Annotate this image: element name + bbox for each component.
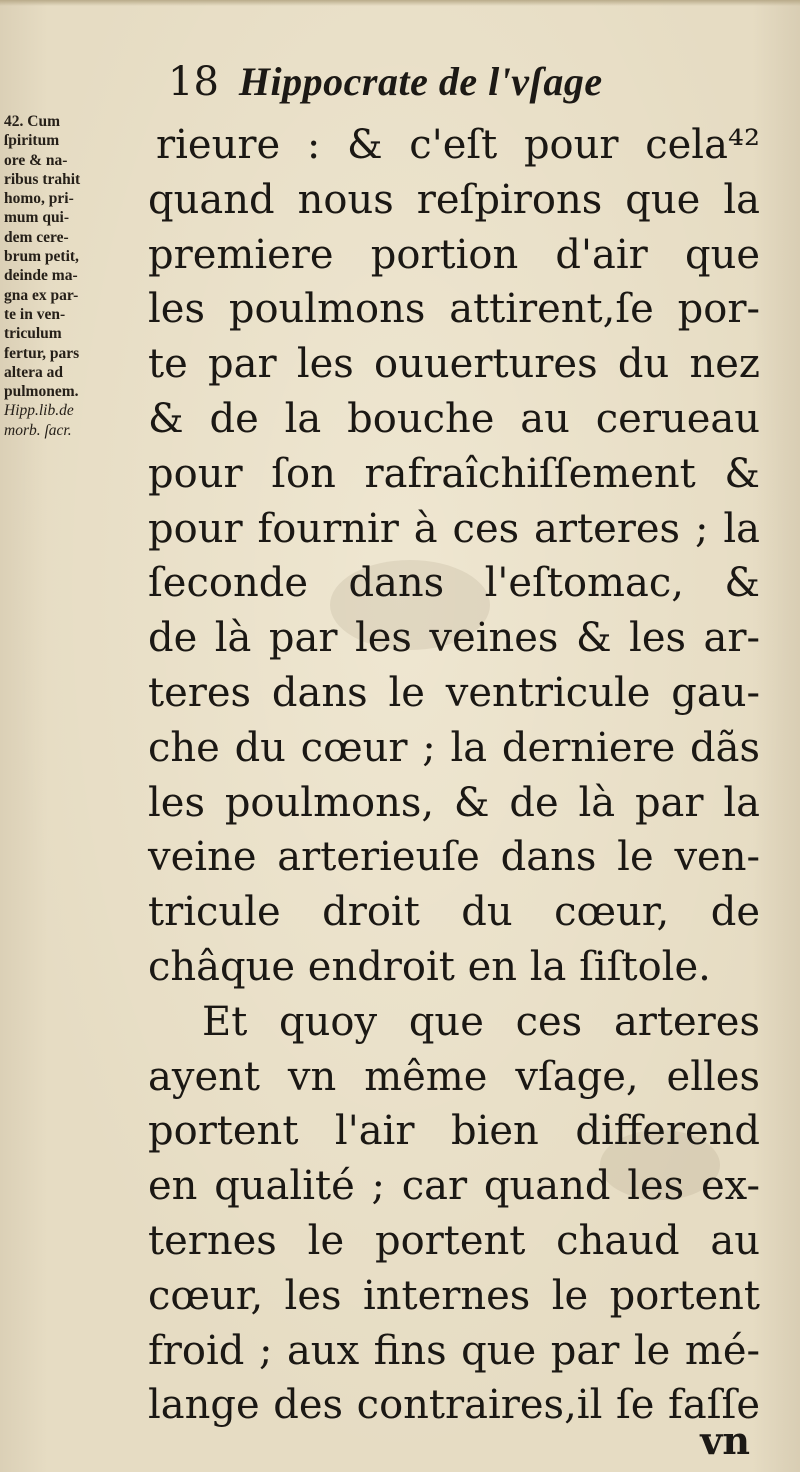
margin-note-line: gna ex par-: [4, 286, 79, 304]
text-line: froid ; aux fins que par le mé-: [148, 1327, 760, 1374]
text-line: ayent vn même vſage, elles: [148, 1053, 760, 1100]
text-line: ternes le portent chaud au: [148, 1217, 760, 1264]
text-line: quand nous reſpirons que la: [148, 176, 760, 223]
margin-note-line: dem cere-: [4, 228, 69, 246]
text-line: de là par les veines & les ar-: [148, 615, 760, 662]
margin-note-line: te in ven-: [4, 305, 66, 323]
margin-note-line: ore & na-: [4, 151, 68, 169]
text-line: premiere portion d'air que: [148, 231, 760, 278]
text-line: che du cœur ; la derniere dãs: [148, 724, 760, 771]
page-header: [168, 58, 603, 118]
margin-note-line: 42. Cum: [4, 113, 60, 130]
text-line: lange des contraires,il ſe faſſe: [148, 1382, 760, 1429]
margin-note-line: altera ad: [4, 363, 63, 381]
text-line: les poulmons attirent,ſe por-: [148, 286, 760, 333]
margin-note-line: ſpiritum: [4, 132, 60, 150]
text-line: te par les ouuertures du nez: [148, 341, 760, 388]
margin-note-line: homo, pri-: [4, 190, 74, 208]
text-line: cœur, les internes le portent: [148, 1272, 760, 1319]
margin-note-line: fertur, pars: [4, 344, 80, 362]
catchword: vn: [700, 1418, 750, 1463]
margin-note-line: mum qui-: [4, 209, 70, 227]
text-line: les poulmons, & de là par la: [148, 779, 760, 826]
text-line: châque endroit en la ſiſtole.: [148, 943, 711, 990]
text-line: en qualité ; car quand les ex-: [148, 1163, 760, 1210]
text-line: pour ſon rafraîchiſſement &: [148, 450, 760, 497]
margin-note: [4, 112, 156, 440]
margin-note-line: brum petit,: [4, 248, 79, 266]
page-number: 18: [168, 59, 219, 105]
text-line: ſeconde dans l'eſtomac, &: [148, 560, 760, 607]
body-text: [148, 118, 760, 1433]
page-edge: [0, 0, 800, 6]
text-line: pour fournir à ces arteres ; la: [148, 505, 760, 552]
margin-note-line: pulmonem.: [4, 383, 79, 401]
margin-note-line: ribus trahit: [4, 170, 81, 188]
text-line: Et quoy que ces arteres: [202, 998, 760, 1045]
text-line: & de la bouche au cerueau: [148, 395, 760, 442]
text-line: tricule droit du cœur, de: [148, 889, 760, 936]
margin-note-line: triculum: [4, 325, 62, 343]
text-line: rieure : & c'eſt pour cela⁴²: [156, 122, 760, 168]
margin-note-citation: morb. ſacr.: [4, 421, 72, 439]
text-line: teres dans le ventricule gau-: [148, 669, 760, 716]
running-title: Hippocrate de l'vſage: [238, 59, 603, 104]
margin-note-citation: Hipp.lib.de: [4, 402, 74, 420]
text-line: portent l'air bien differend: [148, 1108, 760, 1155]
text-line: veine arterieuſe dans le ven-: [148, 834, 760, 881]
margin-note-line: deinde ma-: [4, 267, 78, 285]
